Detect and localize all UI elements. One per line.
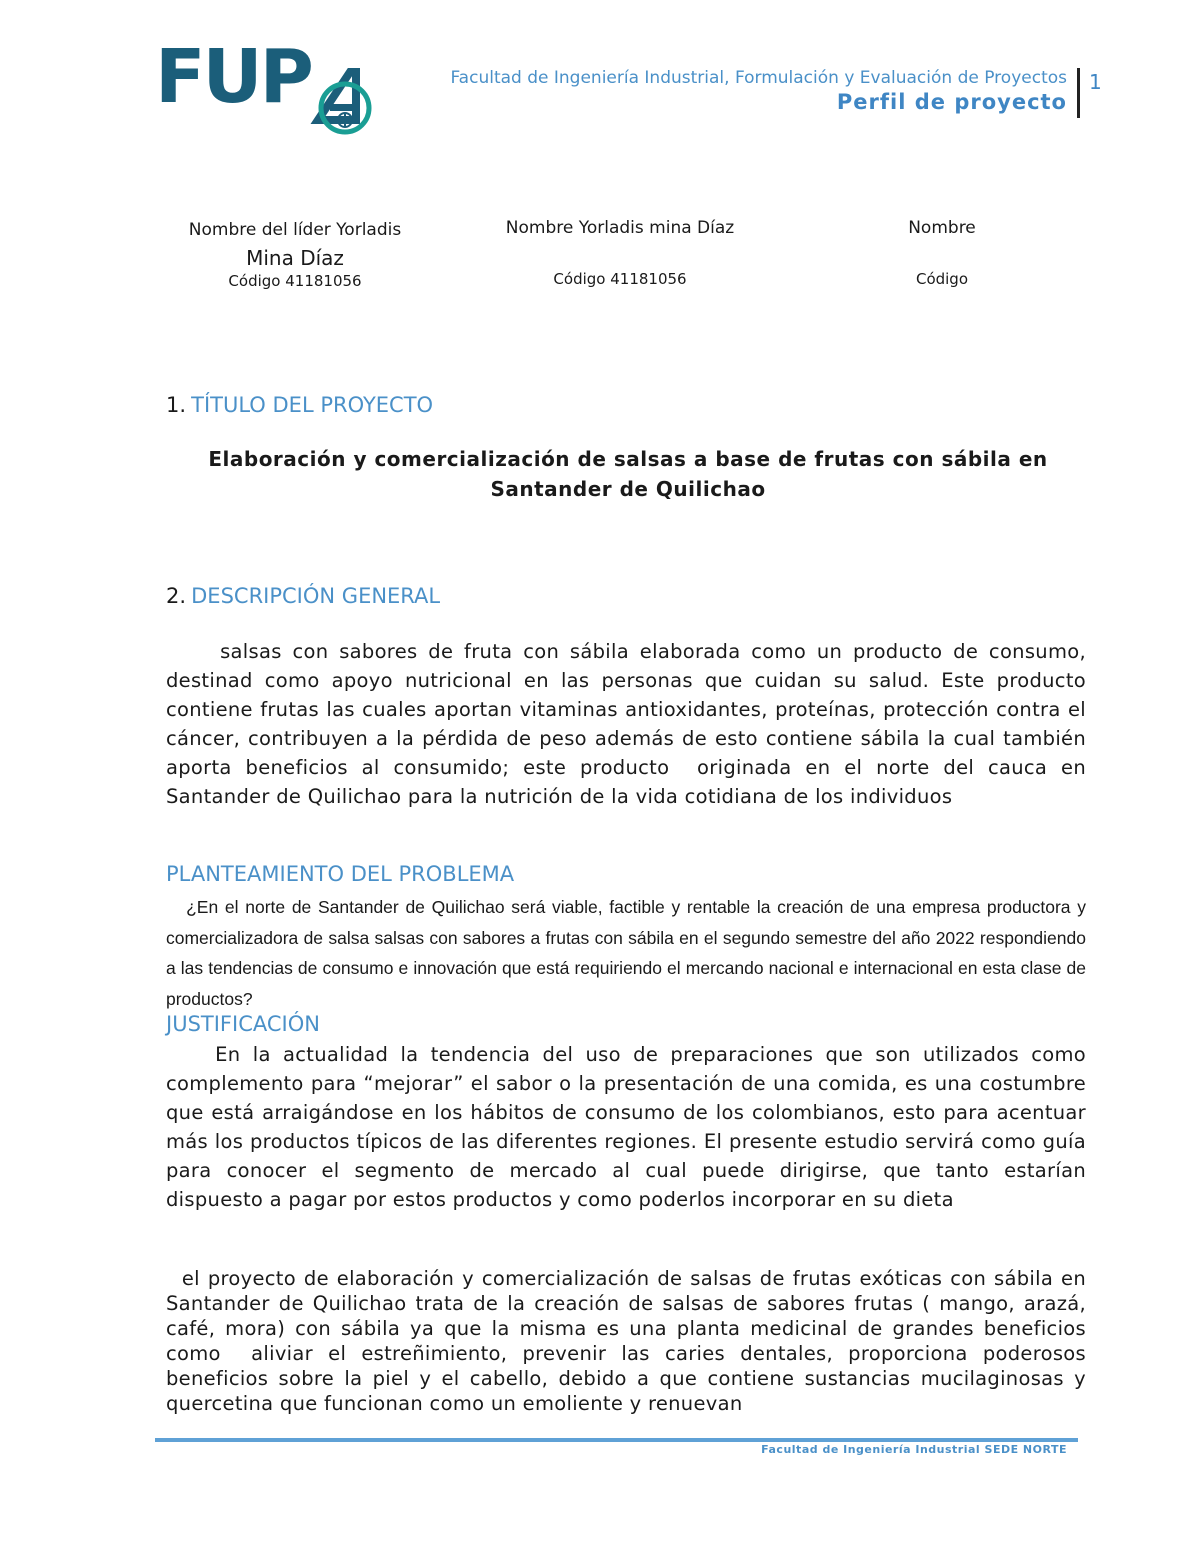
section-title: DESCRIPCIÓN GENERAL (191, 584, 441, 608)
member-name (165, 216, 425, 244)
member-name: Nombre Yorladis mina Díaz (505, 218, 735, 238)
problem-paragraph: ¿En el norte de Santander de Quilichao será viable, factible y rentable la creación de una empresa productora y comercializadora de salsa salsas con sabores a frutas con sábila en el segundo semestre del año 2022 respondiendo a las tendencias de consumo e innovación que está requiriendo el mercando nacional e internacional en esta clase de productos? (166, 897, 1091, 1009)
problem-heading: PLANTEAMIENTO DEL PROBLEMA (166, 862, 515, 886)
description-paragraph: salsas con sabores de fruta con sábila elaborada como un producto de consumo, destinad como apoyo nutricional en las personas que cuidan su salud. Este producto contiene frutas las cuales aportan vitaminas antioxidantes, proteínas, protección contra el cáncer, contribuyen a la pérdida de peso además de esto contiene sábila la cual también aporta beneficios al consumido; este producto originada en el norte del cauca en Santander de Quilichao para la nutrición de la vida cotidiana de los individuos (166, 640, 1099, 808)
page-number: 1 (1089, 70, 1102, 94)
section-2-heading (166, 584, 440, 608)
section-title: TÍTULO DEL PROYECTO (191, 393, 434, 417)
justification-heading: JUSTIFICACIÓN (166, 1012, 320, 1036)
justification-paragraph-2: el proyecto de elaboración y comercialización de salsas de frutas exóticas con sábila en Santander de Quilichao trata de la creación de salsas de sabores frutas ( mango, arazá, café, mora) con sábila ya que la misma es una planta medicinal de grandes beneficios como aliviar el estreñimiento, prevenir las caries dentales, proporciona poderosos beneficios sobre la piel y el cabello, debido a que contiene sustancias mucilaginosas y quercetina que funcionan como un emoliente y renuevan (166, 1267, 1093, 1415)
member-second (490, 214, 750, 288)
member-code: Código 41181056 (228, 272, 362, 290)
logo-emblem-icon (310, 68, 380, 138)
header-faculty: Facultad de Ingeniería Industrial, Formulación y Evaluación de Proyectos (450, 68, 1067, 88)
footer-rule (155, 1438, 1078, 1442)
fup-logo (155, 34, 385, 132)
project-title: Elaboración y comercialización de salsas a base de frutas con sábila en Santander de Quilichao (208, 447, 1048, 501)
member-name-line2: Mina Díaz (246, 246, 344, 270)
member-code: Código (915, 270, 969, 288)
header-divider (1077, 68, 1080, 118)
logo-text: FUP (155, 34, 311, 120)
justification-paragraph: En la actualidad la tendencia del uso de preparaciones que son utilizados como complemento para “mejorar” el sabor o la presentación de una comida, es una costumbre que está arraigándose en los hábitos de consumo de los colombianos, esto para acentuar más los productos típicos de las diferentes regiones. El presente estudio servirá como guía para conocer el segmento de mercado al cual puede dirigirse, que tanto estarían dispuesto a pagar por estos productos y como poderlos incorporar en su dieta (166, 1043, 1093, 1211)
section-number: 1. (166, 393, 187, 417)
header-subtitle: Perfil de proyecto (836, 90, 1067, 114)
member-name: Nombre (908, 218, 976, 238)
member-third (812, 214, 1072, 288)
footer-text: Facultad de Ingeniería Industrial SEDE NORTE (761, 1443, 1067, 1456)
section-number: 2. (166, 584, 187, 608)
member-leader (165, 216, 425, 290)
section-1-heading (166, 393, 433, 417)
member-name-line1: Nombre del líder Yorladis (188, 220, 402, 240)
member-code: Código 41181056 (553, 270, 687, 288)
